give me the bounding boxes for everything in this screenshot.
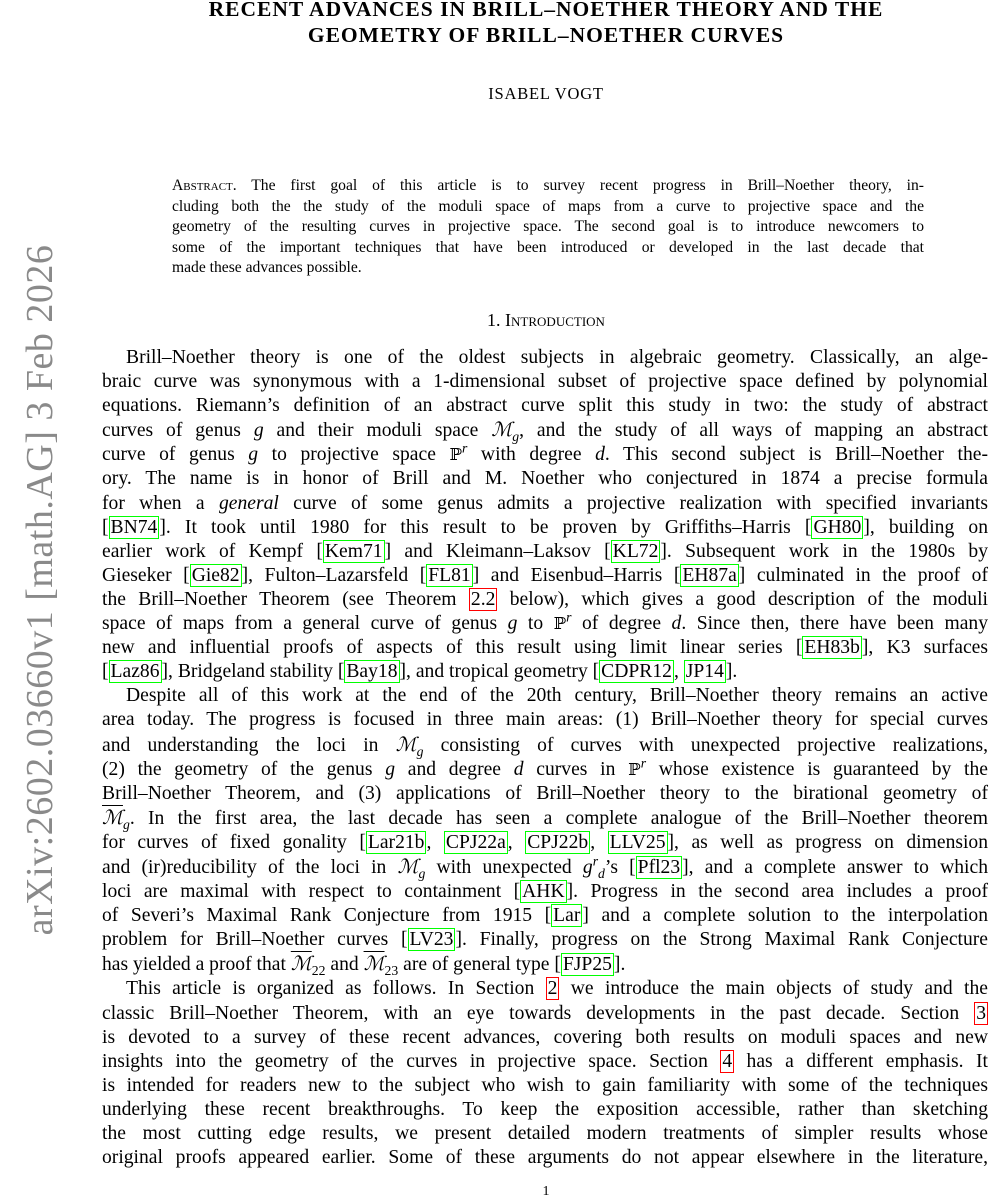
citation-link[interactable]: BN74	[110, 516, 158, 538]
citation-link[interactable]: FL81	[428, 564, 471, 586]
paragraph-2: Despite all of this work at the end of the 20th century, Brill–Noether theory remains an active area today. The progress is focused in three main areas: (1) Brill–Noether theory for special curves and understanding the loci in ℳ$_g$ consisting of curves with unexpected projective realizations, (2) the geometry of the genus g and degree d curves in ℙ$^r$ whose existence is guaranteed by the Brill–Noether Theorem, and (3) applications of Brill–Noether theory to the birational geometry of ℳ$_g$. In the first area, the last decade has seen a complete analogue of the Brill–Noether theorem for curves of fixed gonality [ Lar21b , CPJ22a , CPJ22b , LLV25 ], as well as progress on dimension and (ir)reducibility of the loci in ℳ$_g$ with unexpected $g^r_d’s$ [ Pfl23 ], and a complete answer to which loci are maximal with respect to containment [ AHK ]. Progress in the second area includes a proof of Severi’s Maximal Rank Conjecture from 1915 [ Lar ] and a complete solution to the interpolation problem for Brill–Noether curves [ LV23 ]. Finally, progress on the Strong Maximal Rank Conjecture has yielded a proof that ℳ$_{22}$ and ℳ$_{23}$ are of general type [ FJP25 ].	[102, 685, 989, 979]
citation-link[interactable]: Lar21b	[367, 831, 425, 853]
citation-link[interactable]: EH83b	[804, 637, 860, 659]
body-text	[102, 346, 988, 1170]
paragraph-1: Brill–Noether theory is one of the oldest subjects in algebraic geometry. Classically, an alge- braic curve was synonymous with a 1-dimensional subset of projective space defined by polynomial equations. Riemann’s definition of an abstract curve split this study in two: the study of abstract curves of genus g and their moduli space ℳ$_g$, and the study of all ways of mapping an abstract curve of genus g to projective space ℙ$^r$ with degree d. This second subject is Brill–Noether the- ory. The name is in honor of Brill and M. Noether who conjectured in 1874 a precise formula for when a general curve of some genus admits a projective realization with specified invariants [ BN74 ]. It took until 1980 for this result to be proven by Griffiths–Harris [ GH80 ], building on earlier work of Kempf [ Kem71 ] and Kleimann–Laksov [ KL72 ]. Subsequent work in the 1980s by Gieseker [ Gie82 ], Fulton–Lazarsfeld [ FL81 ] and Eisenbud–Harris [ EH87a ] culminated in the proof of the Brill–Noether Theorem (see Theorem 2.2 below), which gives a good description of the moduli space of maps from a general curve of genus g to ℙ$^r$ of degree d. Since then, there have been many new and influential proofs of aspects of this result using limit linear series [ EH83b ], K3 surfaces [ Laz86 ], Bridgeland stability [ Bay18 ], and tropical geometry [ CDPR12 , JP14 ].	[102, 347, 989, 683]
paragraph-3: This article is organized as follows. In Section 2 we introduce the main objects of study and the classic Brill–Noether Theorem, with an eye towards developments in the past decade. Section 3 is devoted to a survey of these recent advances, covering both results on moduli spaces and new insights into the geometry of the curves in projective space. Section 4 has a different emphasis. It is intended for readers new to the subject who wish to gain familiarity with some of the techniques underlying these recent breakthroughs. To keep the exposition accessible, rather than sketching the most cutting edge results, we present detailed modern treatments of simpler results whose original proofs appeared earlier. Some of these arguments do not appear elsewhere in the literature,	[102, 978, 988, 1169]
citation-link[interactable]: JP14	[685, 661, 724, 683]
section-reference-link[interactable]: 2	[547, 978, 558, 1000]
arxiv-identifier-stamp: arXiv:2602.03660v1 [math.AG] 3 Feb 2026	[19, 244, 61, 936]
citation-link[interactable]: LV23	[409, 929, 454, 951]
theorem-reference-link[interactable]: 2.2	[470, 588, 496, 610]
citation-link[interactable]: GH80	[813, 516, 862, 538]
paper-title	[100, 0, 992, 48]
title-line-1: RECENT ADVANCES IN BRILL–NOETHER THEORY AND THE	[208, 0, 884, 21]
citation-link[interactable]: LLV25	[609, 831, 666, 853]
citation-link[interactable]: KL72	[612, 540, 659, 562]
citation-link[interactable]: Pfl23	[637, 856, 681, 878]
citation-link[interactable]: CDPR12	[601, 661, 672, 683]
title-line-2: GEOMETRY OF BRILL–NOETHER CURVES	[307, 23, 785, 47]
citation-link[interactable]: CPJ22b	[527, 831, 589, 853]
citation-link[interactable]: Lar	[553, 905, 581, 927]
citation-link[interactable]: CPJ22a	[445, 831, 506, 853]
citation-link[interactable]: Kem71	[324, 540, 383, 562]
abstract-label: Abstract.	[172, 177, 237, 194]
author-name: ISABEL VOGT	[488, 84, 604, 103]
citation-link[interactable]: Laz86	[110, 661, 160, 683]
section-number: 1.	[487, 310, 501, 330]
section-reference-link[interactable]: 4	[722, 1050, 733, 1072]
citation-link[interactable]: Bay18	[346, 661, 398, 683]
citation-link[interactable]: FJP25	[562, 954, 612, 976]
citation-link[interactable]: Gie82	[191, 564, 240, 586]
citation-link[interactable]: AHK	[522, 881, 565, 903]
section-title: Introduction	[505, 310, 605, 330]
section-reference-link[interactable]: 3	[976, 1002, 986, 1024]
section-heading-introduction	[100, 310, 992, 331]
page-number: 1	[542, 1184, 550, 1199]
abstract: Abstract. The first goal of this article is to survey recent progress in Brill–Noether theory, in- cluding both the the study of the moduli space of maps from a curve to projective space and the geometry of the resulting curves in projective space. The second goal is to introduce newcomers to some of the important techniques that have been introduced or developed in the last decade that made these advances possible.	[172, 177, 924, 277]
citation-link[interactable]: EH87a	[682, 564, 737, 586]
